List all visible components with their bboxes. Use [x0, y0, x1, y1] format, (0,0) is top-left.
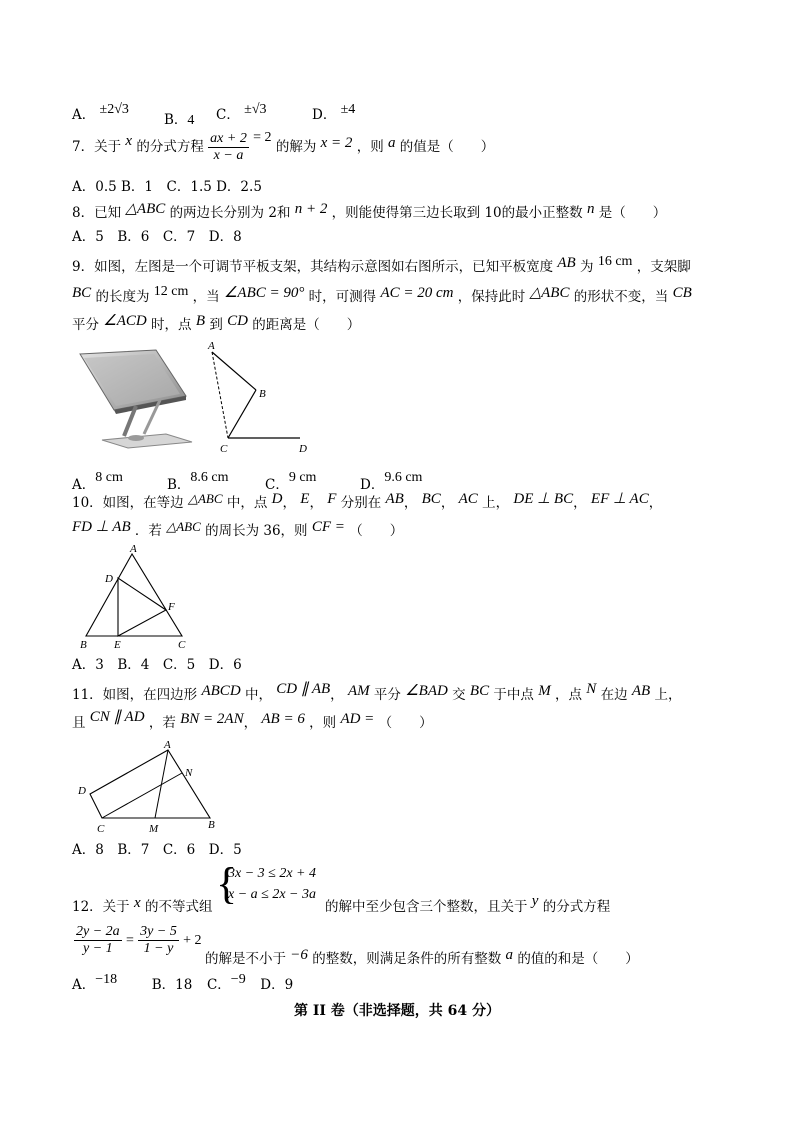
q10-stem-line2: FD ⊥ AB ．若 △ABC 的周长为 36，则 CF = （ ）: [72, 519, 404, 539]
q12-equation: $\frac{2y - 2a}{y - 1}$ = $\frac{3y - 5}{1 - y}$ + 2: [76, 924, 202, 956]
q10-options: A．3 B．4 C．5 D．6: [72, 657, 242, 673]
q11-stem-line1: 11．如图，在四边形 ABCD 中， CD ∥ AB， AM 平分 ∠BAD 交 BC 于中点 M ，点 N 在边 AB 上，: [72, 681, 682, 703]
label-e: E: [114, 639, 121, 651]
label-b: B: [259, 388, 266, 400]
q6-option-d: D． ±4: [312, 102, 356, 123]
q6-option-a: A． ±2√3: [72, 102, 129, 123]
label-b: B: [80, 639, 87, 651]
q11-diagram: [72, 738, 232, 838]
q9-diagram: [200, 338, 320, 458]
label-c: C: [97, 823, 105, 835]
triangle-abc: [86, 554, 182, 636]
q8-options: A．5 B．6 C．7 D．8: [72, 229, 242, 245]
q7-options: A．0.5 B．1 C．1.5 D．2.5: [72, 179, 262, 195]
brace-icon: {: [216, 859, 238, 908]
q10-diagram: [72, 544, 202, 654]
label-d: D: [78, 785, 86, 797]
label-d: D: [299, 443, 307, 455]
section-title: 第 II 卷（非选择题，共 64 分）: [293, 1003, 501, 1019]
q9-option-b: B．8.6 cm: [167, 470, 229, 493]
q12-stem-line2: 的解是不小于 −6 的整数，则满足条件的所有整数 a 的值的和是（ ）: [205, 947, 639, 967]
quadrilateral-abcd: [90, 750, 210, 818]
q9-option-c: C．9 cm: [265, 470, 317, 493]
label-m: M: [149, 823, 159, 835]
tablet-stand-photo: [74, 344, 194, 452]
q9-stem-line1: 9．如图，左图是一个可调节平板支架，其结构示意图如右图所示，已知平板宽度 AB 为 16 cm ，支架脚: [72, 254, 691, 275]
q8-stem: 8．已知 △ABC 的两边长分别为 2和 n + 2 ，则能使得第三边长取到 10的最小正整数 n 是（ ）: [72, 201, 667, 221]
q7-stem: 7．关于 x 的分式方程 $\frac{ax + 2}{x - a}$ = 2 的解为 x = 2 ，则 a 的值是（ ）: [72, 130, 495, 163]
q9-stem-line2: BC 的长度为 12 cm ，当 ∠ABC = 90° 时，可测得 AC = 20 cm ，保持此时 △ABC 的形状不变，当 CB: [72, 284, 692, 305]
q12-inequality-1: 3x − 3 ≤ 2x + 4: [228, 866, 317, 881]
label-a: A: [164, 739, 171, 751]
cn-segment: [102, 773, 182, 818]
q6-option-b: B．4: [164, 112, 195, 128]
label-f: F: [168, 601, 175, 613]
label-c: C: [220, 443, 228, 455]
q11-options: A．8 B．7 C．6 D．5: [72, 842, 242, 858]
q10-stem-line1: 10．如图，在等边 △ABC 中，点 D， E， F 分别在 AB， BC， AC 上， DE ⊥ BC， EF ⊥ AC，: [72, 491, 663, 511]
q6-option-c: C． ±√3: [216, 102, 267, 123]
q11-stem-line2: 且 CN ∥ AD ，若 BN = 2AN， AB = 6 ，则 AD = （ ）: [72, 709, 433, 731]
ab-segment: [212, 352, 256, 390]
label-c: C: [178, 639, 186, 651]
q12-inequality-2: x − a ≤ 2x − 3a: [228, 887, 317, 902]
label-a: A: [130, 544, 137, 555]
q9-stem-line3: 平分 ∠ACD 时，点 B 到 CD 的距离是（ ）: [72, 313, 361, 333]
ac-dashed-line: [212, 352, 228, 438]
q7-fraction: $\frac{ax + 2}{x - a}$: [210, 131, 247, 163]
q9-option-d: D．9.6 cm: [360, 470, 423, 493]
label-b: B: [208, 819, 215, 831]
triangle-def: [118, 578, 166, 636]
q9-option-a: A．8 cm: [72, 470, 123, 493]
q12-stem-line1-tail: 的解中至少包含三个整数，且关于 y 的分式方程: [325, 893, 611, 915]
label-n: N: [185, 767, 193, 779]
q12-options: A．−18 B．18 C．−9 D．9: [72, 972, 294, 993]
bc-segment: [228, 390, 256, 438]
label-d: D: [105, 573, 113, 585]
label-a: A: [208, 340, 215, 352]
q12-stem-line1: 12．关于 x 的不等式组: [72, 895, 213, 915]
